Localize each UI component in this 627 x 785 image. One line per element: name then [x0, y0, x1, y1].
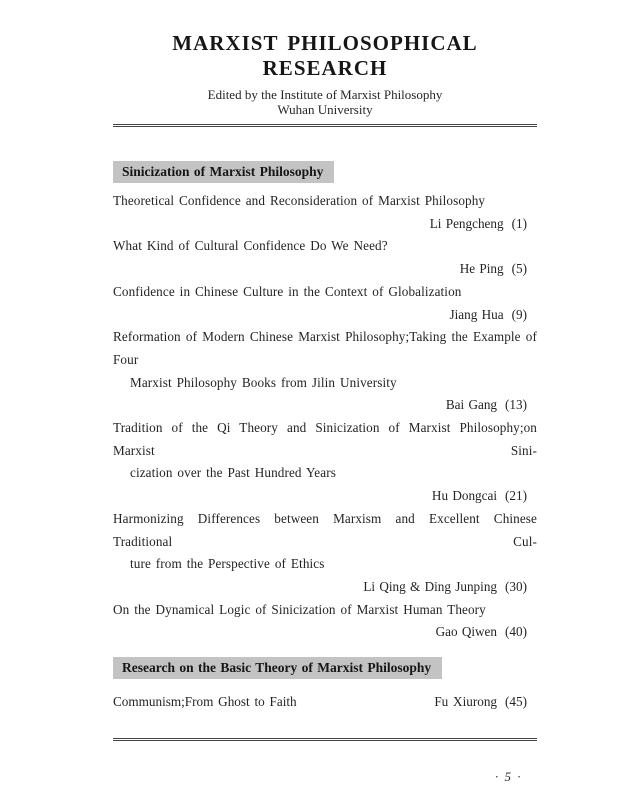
entry-page-number: (5)	[511, 261, 527, 277]
entry-author: Li Qing & Ding Junping	[363, 578, 498, 594]
entry-author: Gao Qiwen	[435, 624, 498, 640]
entry-page-number: (30)	[505, 578, 527, 594]
entry-title-line: Reformation of Modern Chinese Marxist Philosophy;Taking the Example of Four	[113, 329, 537, 367]
section-heading-basic-theory: Research on the Basic Theory of Marxist Philosophy	[113, 657, 442, 679]
section-heading-sinicization: Sinicization of Marxist Philosophy	[113, 161, 334, 183]
entry-author: Fu Xiurong	[434, 694, 498, 710]
book-title	[113, 31, 537, 81]
toc-entry	[113, 417, 537, 508]
section-entries	[113, 190, 537, 644]
book-title-line1: MARXIST PHILOSOPHICAL	[172, 31, 478, 55]
entry-page-number: (1)	[511, 215, 527, 231]
entry-author-line	[113, 213, 537, 236]
footer-rule	[113, 738, 537, 741]
entry-page-number: (9)	[511, 306, 527, 322]
header-rule	[113, 124, 537, 127]
toc-entry	[113, 326, 537, 417]
entry-page-number: (21)	[505, 488, 527, 504]
editor-line: Edited by the Institute of Marxist Philosophy	[207, 87, 443, 102]
section-heading-row	[113, 161, 537, 183]
toc-entry	[113, 235, 537, 280]
entry-author-line	[434, 691, 527, 714]
entry-title-line: What Kind of Cultural Confidence Do We Need?	[113, 238, 388, 254]
toc-entry	[113, 508, 537, 599]
toc-entry	[113, 281, 537, 326]
entry-author-line	[113, 621, 537, 644]
institution-line: Wuhan University	[277, 102, 373, 117]
entry-title-line: Theoretical Confidence and Reconsideration of Marxist Philosophy	[113, 193, 486, 208]
entry-author-line	[113, 485, 537, 508]
book-title-line2: RESEARCH	[262, 56, 388, 80]
entry-author: Bai Gang	[445, 397, 498, 413]
entry-author: Jiang Hua	[449, 306, 504, 322]
page-number: · 5 ·	[495, 768, 522, 784]
entry-author-line	[113, 576, 537, 599]
entry-author: He Ping	[459, 261, 504, 277]
entry-title-line: Tradition of the Qi Theory and Sinicization of Marxist Philosophy;on Marxist Sini-	[113, 420, 537, 458]
entry-page-number: (45)	[505, 694, 527, 710]
section-heading-row	[113, 657, 537, 679]
entry-author-line	[113, 394, 537, 417]
entry-title-line: ture from the Perspective of Ethics	[130, 556, 325, 572]
entry-title-line: Communism;From Ghost to Faith	[113, 694, 297, 710]
entry-title-line: On the Dynamical Logic of Sinicization of Marxist Human Theory	[113, 601, 486, 617]
toc-entry	[113, 599, 537, 644]
entry-author: Li Pengcheng	[429, 215, 504, 231]
entry-title-line: Confidence in Chinese Culture in the Context of Globalization	[113, 283, 462, 299]
entry-author-line	[113, 258, 537, 281]
toc-entry	[113, 190, 537, 235]
entry-title-line: cization over the Past Hundred Years	[130, 465, 336, 481]
entry-author-line	[113, 304, 537, 327]
entry-page-number: (40)	[505, 624, 527, 640]
entry-title-line: Harmonizing Differences between Marxism and Excellent Chinese Traditional Cul-	[113, 510, 537, 549]
toc-entry	[113, 691, 537, 714]
entry-author: Hu Dongcai	[431, 488, 498, 504]
toc-page	[113, 0, 537, 785]
entry-page-number: (13)	[505, 397, 527, 413]
entry-title-line: Marxist Philosophy Books from Jilin University	[130, 374, 397, 390]
